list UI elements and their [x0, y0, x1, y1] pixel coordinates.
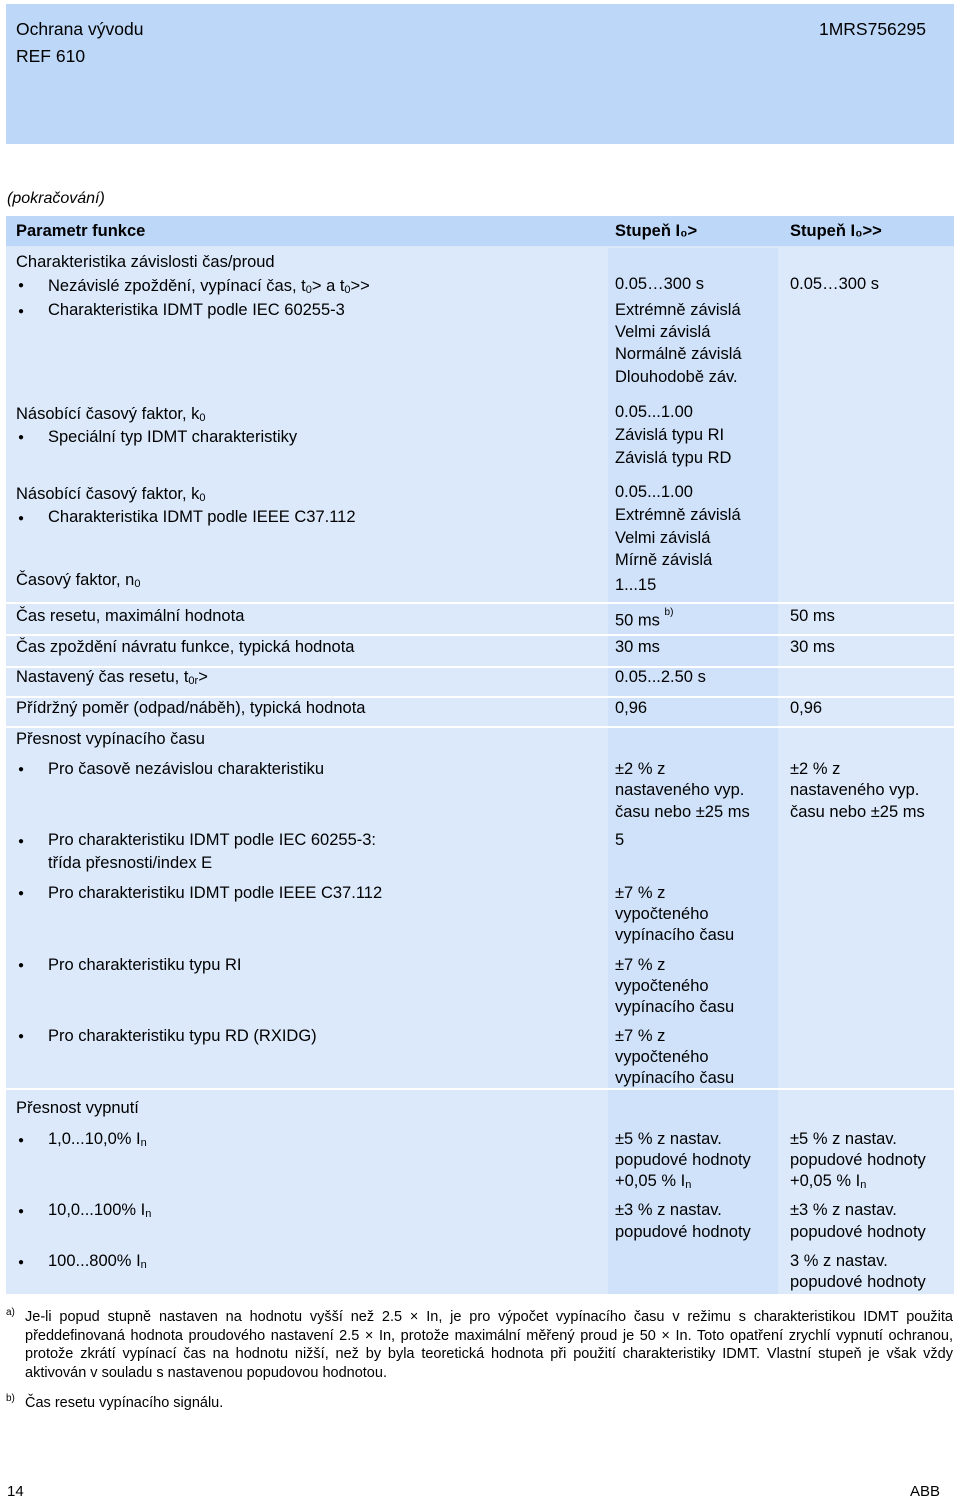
row-range-2: 10,0...100% $I_n$ — [48, 1201, 152, 1220]
row-idmt-iec: Charakteristika IDMT podle IEC 60255-3 — [48, 301, 345, 319]
row-divider — [6, 1088, 954, 1090]
value: popudové hodnoty — [790, 1273, 926, 1291]
value: vypínacího času — [615, 1069, 735, 1087]
header-stage2: Stupeň I₀>> — [790, 222, 882, 240]
row-operation-accuracy-title: Přesnost vypnutí — [16, 1099, 139, 1117]
value: ±5 % z nastav. — [615, 1130, 722, 1148]
document-id: 1MRS756295 — [818, 19, 926, 39]
value: Extrémně závislá — [615, 506, 741, 524]
value: ±7 % z — [615, 1027, 666, 1045]
table-header — [6, 216, 954, 246]
row-idmt-ieee: Charakteristika IDMT podle IEEE C37.112 — [48, 508, 356, 526]
row-return-delay: Čas zpoždění návratu funkce, typická hodnota — [16, 638, 355, 656]
bullet: ● — [18, 1135, 25, 1146]
value: Velmi závislá — [615, 323, 711, 341]
row-definite-delay: Nezávislé zpoždění, vypínací čas, $t_0> a$ $t_0>>$ — [48, 277, 370, 296]
bullet: ● — [18, 1031, 25, 1042]
value: 0,96 — [615, 699, 648, 717]
header-stage1: Stupeň I₀> — [615, 222, 698, 240]
value: nastaveného vyp. — [790, 781, 920, 799]
row-reset-time-set: Nastavený čas resetu, $t_{0r}>$ — [16, 668, 208, 687]
value: vypočteného — [615, 1048, 709, 1066]
footnote-a-text: Je-li popud stupně nastaven na hodnotu vyšší než 2.5 × In, je pro výpočet vypínacího času v režimu s charakteristikou IDMT použita předdefinovaná hodnota proudového nastavení 2.5 × In, protože maximální měřený proud je 50 × In. Toto opatření zrychlí vypnutí ochranou, protože zkrátí vypínací čas na hodnotu nižší, než by byla teoretická hodnota při použití charakteristiky IDMT. Vlastní stupeň je však vždy aktivován v souladu s nastavenou popudovou hodnotou. — [25, 1309, 953, 1381]
value: 0.05...1.00 — [615, 483, 693, 501]
value: 30 ms — [615, 638, 660, 656]
value: 0.05...1.00 — [615, 403, 693, 421]
value: vypínacího času — [615, 998, 735, 1016]
value: ±3 % z nastav. — [615, 1201, 722, 1219]
value: vypočteného — [615, 905, 709, 923]
row-rd-accuracy: Pro charakteristiku typu RD (RXIDG) — [48, 1027, 317, 1045]
bullet: ● — [18, 306, 25, 317]
value: času nebo ±25 ms — [615, 803, 750, 821]
bullet: ● — [18, 960, 25, 971]
row-trip-accuracy-title: Přesnost vypínacího času — [16, 730, 205, 748]
value: 50 ms $^{b)}$ — [615, 607, 674, 630]
row-iec-accuracy: Pro charakteristiku IDMT podle IEC 60255-3: — [48, 831, 377, 849]
header-left — [16, 16, 143, 70]
value: popudové hodnoty — [615, 1223, 751, 1241]
value: ±7 % z — [615, 884, 666, 902]
row-special-idmt: Speciální typ IDMT charakteristiky — [48, 428, 298, 446]
value: popudové hodnoty — [790, 1223, 926, 1241]
row-iec-accuracy-class: třída přesnosti/index E — [48, 854, 213, 872]
row-ri-accuracy: Pro charakteristiku typu RI — [48, 956, 242, 974]
bullet: ● — [18, 888, 25, 899]
bullet: ● — [18, 280, 25, 291]
row-range-1: 1,0...10,0% $I_n$ — [48, 1130, 147, 1149]
value: ±5 % z nastav. — [790, 1130, 897, 1148]
value: vypínacího času — [615, 926, 735, 944]
value: +0,05 % $I_n$ — [790, 1172, 867, 1191]
value: Extrémně závislá — [615, 301, 741, 319]
row-ieee-accuracy: Pro charakteristiku IDMT podle IEEE C37.112 — [48, 884, 383, 902]
continued-note: (pokračování) — [7, 190, 105, 207]
header-title: Ochrana vývodu — [16, 19, 144, 39]
value: ±2 % z — [615, 760, 666, 778]
value: 0,96 — [790, 699, 823, 717]
value: 30 ms — [790, 638, 835, 656]
value: ±2 % z — [790, 760, 841, 778]
value: Závislá typu RD — [615, 449, 732, 467]
value: vypočteného — [615, 977, 709, 995]
bullet: ● — [18, 1257, 25, 1268]
page-number: 14 — [7, 1483, 24, 1500]
bullet: ● — [18, 432, 25, 443]
value: 0.05…300 s — [615, 275, 704, 293]
bullet: ● — [18, 764, 25, 775]
value: +0,05 % $I_n$ — [615, 1172, 692, 1191]
value: 5 — [615, 831, 625, 849]
row-divider — [6, 602, 954, 604]
value: ±3 % z nastav. — [790, 1201, 897, 1219]
row-reset-time-max: Čas resetu, maximální hodnota — [16, 607, 245, 625]
row-divider — [6, 634, 954, 636]
value: Závislá typu RI — [615, 426, 725, 444]
value: 0.05…300 s — [790, 275, 879, 293]
row-range-3: 100...800% $I_n$ — [48, 1252, 147, 1271]
value: nastaveného vyp. — [615, 781, 745, 799]
bullet: ● — [18, 513, 25, 524]
page-header — [6, 4, 954, 144]
footnote-b-text: Čas resetu vypínacího signálu. — [25, 1395, 224, 1411]
row-time-characteristic-title: Charakteristika závislosti čas/proud — [16, 253, 275, 271]
footnote-a-mark: a) — [6, 1307, 15, 1318]
row-time-multiplier: Násobící časový faktor, $k_0$ — [16, 405, 206, 424]
value: ±7 % z — [615, 956, 666, 974]
value: popudové hodnoty — [790, 1151, 926, 1169]
value: Velmi závislá — [615, 529, 711, 547]
bullet: ● — [18, 836, 25, 847]
footnote-b-mark: b) — [6, 1393, 15, 1404]
value: Normálně závislá — [615, 345, 742, 363]
brand-abb: ABB — [909, 1483, 940, 1500]
row-drop-ratio: Přídržný poměr (odpad/náběh), typická hodnota — [16, 699, 366, 717]
value: 50 ms — [790, 607, 835, 625]
parameter-table — [6, 216, 954, 1294]
value: popudové hodnoty — [615, 1151, 751, 1169]
value: času nebo ±25 ms — [790, 803, 925, 821]
header-product: REF 610 — [16, 46, 86, 66]
value: 0.05...2.50 s — [615, 668, 706, 686]
row-time-factor: Časový faktor, $n_0$ — [16, 571, 141, 590]
value: 3 % z nastav. — [790, 1252, 888, 1270]
value: Mírně závislá — [615, 551, 713, 569]
bullet: ● — [18, 1206, 25, 1217]
row-divider — [6, 726, 954, 728]
value: 1...15 — [615, 576, 657, 594]
value: Dlouhodobě záv. — [615, 368, 738, 386]
row-time-multiplier-ieee: Násobící časový faktor, $k_0$ — [16, 485, 206, 504]
row-definite-accuracy: Pro časově nezávislou charakteristiku — [48, 760, 325, 778]
header-param: Parametr funkce — [16, 222, 146, 240]
